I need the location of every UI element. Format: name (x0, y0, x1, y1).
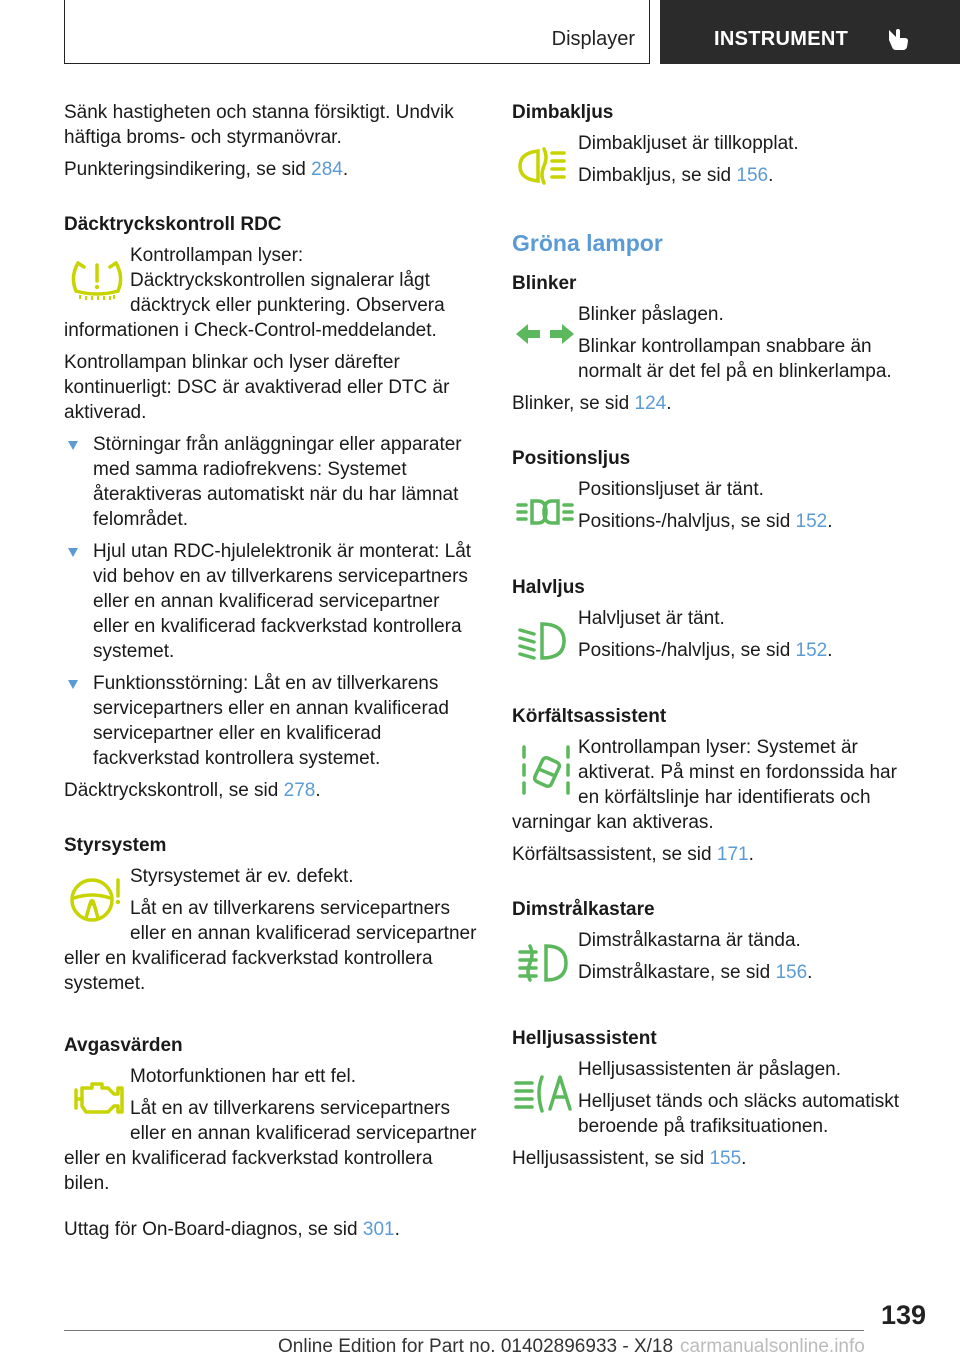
parking-light-icon (512, 479, 578, 545)
fog-light-ref: Dimstrålkastare, se sid 156. (578, 962, 813, 983)
page-link-284[interactable]: 284 (311, 159, 343, 180)
lane-assist-heading: Körfältsassistent (512, 706, 667, 727)
lane-departure-icon (512, 737, 578, 803)
page-number: 139 (880, 1300, 926, 1330)
triangle-bullet-icon (68, 548, 78, 557)
turn-signal-entry (512, 302, 922, 391)
header-chapter-box (660, 0, 960, 64)
header-chapter-title: INSTRUMENT (714, 28, 849, 50)
page-link-171[interactable]: 171 (716, 844, 749, 865)
parking-light-desc: Positionsljuset är tänt. (578, 479, 764, 500)
steering-entry (64, 864, 478, 1003)
rear-fog-ref: Dimbakljus, se sid 156. (578, 165, 774, 186)
fog-light-desc: Dimstrålkastarna är tända. (578, 930, 801, 951)
intro-text: Sänk hastigheten och stanna försiktigt. Undvik häftiga broms- och styrmanövrar. (64, 102, 454, 148)
rdc-blink-desc: Kontrollampan blinkar och lyser därefter kontinuerligt: DSC är avaktiverad eller DTC är aktiverad. (64, 352, 450, 423)
steering-desc: Styrsystemet är ev. defekt. (130, 866, 354, 887)
list-item: Hjul utan RDC-hjulelektronik är monterat: Låt vid behov en av tillverkarens servicepartners eller en annan kvalificerad servicepartner eller en kvalificerad fackverkstad kontrollera systemet. (64, 539, 478, 664)
front-fog-light-icon (512, 930, 578, 996)
rear-fog-light-icon (512, 133, 578, 199)
obd-ref: Uttag för On-Board-diagnos, se sid 301. (64, 1219, 400, 1240)
emissions-heading: Avgasvärden (64, 1035, 183, 1056)
emissions-desc: Motorfunktionen har ett fel. (130, 1066, 357, 1087)
high-beam-assist-icon (512, 1059, 578, 1125)
turn-signal-desc: Blinker påslagen. (578, 304, 724, 325)
rear-fog-desc: Dimbakljuset är tillkopplat. (578, 133, 799, 154)
high-beam-assist-heading: Helljusassistent (512, 1028, 657, 1049)
page-link-301[interactable]: 301 (362, 1219, 395, 1240)
footer-edition: Online Edition for Part no. 01402896933 - X/18 (278, 1336, 674, 1357)
high-beam-assist-entry (512, 1057, 922, 1146)
rdc-heading: Däcktryckskontroll RDC (64, 214, 282, 235)
page-link-152[interactable]: 152 (795, 511, 828, 532)
emissions-entry (64, 1064, 478, 1203)
low-beam-entry (512, 606, 922, 674)
high-beam-assist-detail: Helljuset tänds och släcks automatiskt beroende på trafiksituationen. (578, 1091, 900, 1137)
triangle-bullet-icon (68, 680, 78, 689)
steering-heading: Styrsystem (64, 835, 167, 856)
engine-warning-icon (64, 1066, 130, 1132)
page-link-152[interactable]: 152 (795, 640, 828, 661)
low-beam-desc: Halvljuset är tänt. (578, 608, 725, 629)
low-beam-ref: Positions-/halvljus, se sid 152. (578, 640, 833, 661)
page-link-124[interactable]: 124 (634, 393, 667, 414)
turn-signal-arrows-icon (512, 304, 578, 370)
rear-fog-entry (512, 131, 922, 199)
low-beam-heading: Halvljus (512, 577, 585, 598)
hand-pointer-icon (885, 25, 911, 51)
high-beam-assist-ref: Helljusassistent, se sid 155. (512, 1148, 747, 1169)
page-link-278[interactable]: 278 (283, 780, 316, 801)
high-beam-assist-desc: Helljusassistenten är påslagen. (578, 1059, 841, 1080)
header-section-box (64, 0, 650, 64)
page-link-156[interactable]: 156 (736, 165, 769, 186)
turn-signal-ref: Blinker, se sid 124. (512, 393, 672, 414)
lane-assist-desc: Kontrollampan lyser: Systemet är aktiverat. På minst en fordonssida har en körfältslinje har identifierats och varningar kan aktiveras. (512, 737, 897, 833)
right-column (512, 100, 922, 1178)
rdc-ref: Däcktryckskontroll, se sid 278. (64, 780, 321, 801)
fog-light-entry (512, 928, 922, 996)
rdc-desc: Kontrollampan lyser: Däcktryckskontrollen signalerar lågt däcktryck eller punktering. Observera informationen i Check-Control-meddelandet. (64, 245, 445, 341)
header-section-title: Displayer (551, 28, 635, 50)
left-column (64, 100, 478, 1249)
triangle-bullet-icon (68, 441, 78, 450)
parking-light-entry (512, 477, 922, 545)
fog-light-heading: Dimstrålkastare (512, 899, 655, 920)
low-beam-icon (512, 608, 578, 674)
list-item: Funktionsstörning: Låt en av tillverkarens servicepartners eller en annan kvalificerad servicepartner eller en kvalificerad fackverkstad kontrollera systemet. (64, 671, 478, 771)
lane-assist-entry (512, 735, 922, 842)
turn-signal-heading: Blinker (512, 273, 577, 294)
footer-divider (64, 1330, 864, 1331)
page-link-156[interactable]: 156 (775, 962, 808, 983)
rdc-entry (64, 243, 478, 350)
rdc-bullet-list (64, 432, 478, 771)
green-lamps-heading: Gröna lampor (512, 230, 663, 256)
turn-signal-fault: Blinkar kontrollampan snabbare än normalt är det fel på en blinkerlampa. (578, 336, 892, 382)
lane-assist-ref: Körfältsassistent, se sid 171. (512, 844, 754, 865)
parking-light-heading: Positionsljus (512, 448, 631, 469)
page-link-155[interactable]: 155 (709, 1148, 742, 1169)
watermark: carmanualsonline.info (680, 1336, 865, 1357)
tire-pressure-warning-icon (64, 245, 130, 311)
puncture-ref: Punkteringsindikering, se sid 284. (64, 159, 349, 180)
list-item: Störningar från anläggningar eller apparater med samma radiofrekvens: Systemet återaktiveras automatiskt när du har lämnat felområdet. (64, 432, 478, 532)
rear-fog-heading: Dimbakljus (512, 102, 614, 123)
emissions-action: Låt en av tillverkarens servicepartners eller en annan kvalificerad servicepartner eller en kvalificerad fackverkstad kontrollera bilen. (64, 1098, 477, 1194)
parking-light-ref: Positions-/halvljus, se sid 152. (578, 511, 833, 532)
steering-action: Låt en av tillverkarens servicepartners eller en annan kvalificerad servicepartner eller en kvalificerad fackverkstad kontrollera systemet. (64, 898, 477, 994)
steering-warning-icon (64, 866, 130, 932)
